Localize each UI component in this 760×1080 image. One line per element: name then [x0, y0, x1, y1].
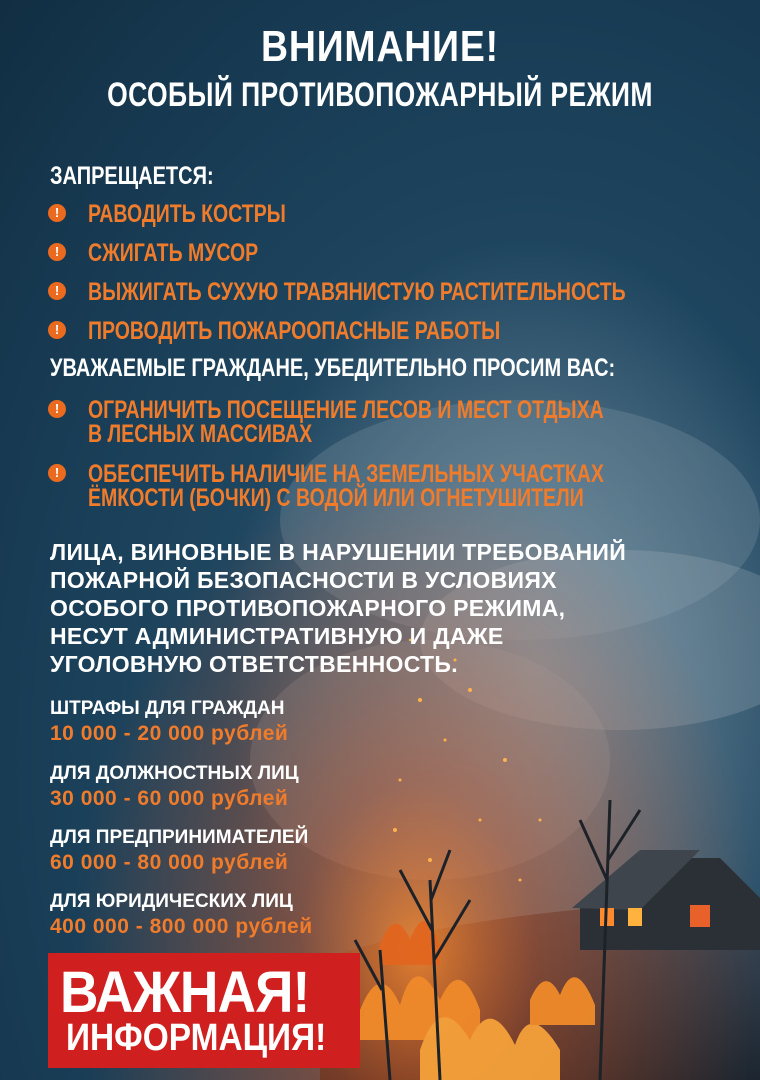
page-subtitle: ОСОБЫЙ ПРОТИВОПОЖАРНЫЙ РЕЖИМ [107, 76, 653, 114]
badge-line1: ВАЖНАЯ! [60, 960, 310, 1025]
fine-amount-entrepreneurs: 60 000 - 80 000 рублей [50, 851, 289, 874]
fine-label-legal-entities: ДЛЯ ЮРИДИЧЕСКИХ ЛИЦ [50, 891, 293, 912]
fine-amount-citizens: 10 000 - 20 000 рублей [50, 722, 289, 745]
fine-label-entrepreneurs: ДЛЯ ПРЕДПРИНИМАТЕЛЕЙ [50, 827, 309, 848]
exclamation-circle-icon [48, 282, 66, 300]
badge-line2: ИНФОРМАЦИЯ! [66, 1017, 327, 1059]
important-info-badge [48, 953, 360, 1068]
prohibited-heading: ЗАПРЕЩАЕТСЯ: [50, 162, 214, 190]
liability-notice: ЛИЦА, ВИНОВНЫЕ В НАРУШЕНИИ ТРЕБОВАНИЙ ПОЖАРНОЙ БЕЗОПАСНОСТИ В УСЛОВИЯХ ОСОБОГО ПРОТИВОПОЖАРНОГО РЕЖИМА, НЕСУТ АДМИНИСТРАТИВНУЮ И ДАЖЕ УГОЛОВНУЮ ОТВЕТСТВЕННОСТЬ. [50, 539, 627, 677]
exclamation-circle-icon [48, 321, 66, 339]
exclamation-circle-icon [48, 204, 66, 222]
exclamation-circle-icon [48, 464, 66, 482]
fine-amount-legal-entities: 400 000 - 800 000 рублей [50, 915, 313, 938]
fine-label-citizens: ШТРАФЫ ДЛЯ ГРАЖДАН [50, 698, 285, 719]
exclamation-circle-icon [48, 243, 66, 261]
fine-label-officials: ДЛЯ ДОЛЖНОСТНЫХ ЛИЦ [50, 763, 299, 784]
fire-safety-poster: ВНИМАНИЕ! ОСОБЫЙ ПРОТИВОПОЖАРНЫЙ РЕЖИМ ЗАПРЕЩАЕТСЯ: ! РАВОДИТЬ КОСТРЫ ! СЖИГАТЬ МУСОР ! ВЫЖИГАТЬ СУХУЮ ТРАВЯНИСТУЮ РАСТИТЕЛЬНОСТЬ ! ПРОВОДИТЬ ПОЖАРООПАСНЫЕ РАБОТЫ УВАЖАЕМЫЕ ГРАЖДАНЕ, УБЕДИТЕЛЬНО ПРОСИМ ВАС: ! ОГРАНИЧИТЬ ПОСЕЩЕНИЕ ЛЕСОВ И МЕСТ ОТДЫХА В ЛЕСНЫХ МАССИВАХ ! ОБЕСПЕЧИТЬ НАЛИЧИЕ НА ЗЕМЕЛЬНЫХ УЧАСТКАХ ЁМКОСТИ (БОЧКИ) С ВОДОЙ ИЛИ ОГНЕТУШИТЕЛИ ЛИЦА, ВИНОВНЫЕ В НАРУШЕНИИ ТРЕБОВАНИЙ ПОЖАРНОЙ БЕЗОПАСНОСТИ В УСЛОВИЯХ ОСОБОГО ПРОТИВОПОЖАРНОГО РЕЖИМА, НЕСУТ АДМИНИСТРАТИВНУЮ И ДАЖЕ УГОЛОВНУЮ ОТВЕТСТВЕННОСТЬ. ШТРАФЫ ДЛЯ ГРАЖДАН 10 000 - 20 000 рублей ДЛЯ ДОЛЖНОСТНЫХ ЛИЦ 30 000 - 60 000 рублей ДЛЯ ПРЕДПРИНИМАТЕЛЕЙ 60 000 - 80 000 рублей ДЛЯ ЮРИДИЧЕСКИХ ЛИЦ 400 000 - 800 000 рублей ВАЖНАЯ! ИНФОРМАЦИЯ! [0, 0, 760, 1080]
page-title: ВНИМАНИЕ! [260, 22, 499, 71]
exclamation-circle-icon [48, 400, 66, 418]
request-heading: УВАЖАЕМЫЕ ГРАЖДАНЕ, УБЕДИТЕЛЬНО ПРОСИМ ВАС: [50, 354, 616, 382]
fine-amount-officials: 30 000 - 60 000 рублей [50, 787, 289, 810]
